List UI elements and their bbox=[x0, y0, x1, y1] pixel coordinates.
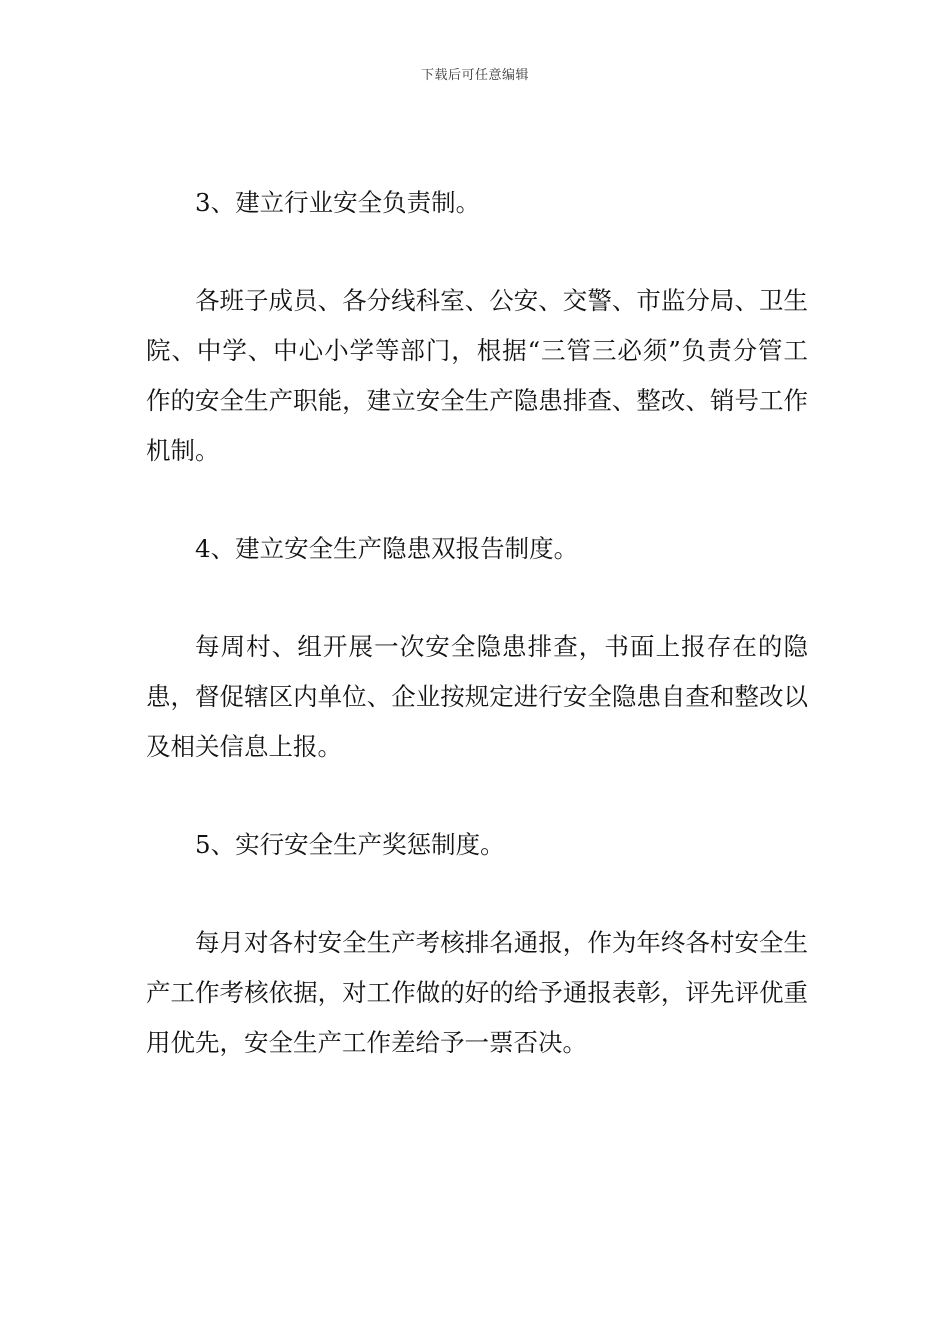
section-heading-4: 4、建立安全生产隐患双报告制度。 bbox=[195, 534, 579, 563]
section-body-5: 每月对各村安全生产考核排名通报，作为年终各村安全生产工作考核依据，对工作做的好的给予通报表彰，评先评优重用优先，安全生产工作差给予一票否决。 bbox=[146, 928, 808, 1057]
section-heading-3: 3、建立行业安全负责制。 bbox=[195, 188, 481, 217]
document-body bbox=[146, 178, 808, 1116]
section-body-4: 每周村、组开展一次安全隐患排查，书面上报存在的隐患，督促辖区内单位、企业按规定进行安全隐患自查和整改以及相关信息上报。 bbox=[146, 632, 808, 761]
page-header: 下载后可任意编辑 bbox=[420, 68, 529, 83]
section-body-3: 各班子成员、各分线科室、公安、交警、市监分局、卫生院、中学、中心小学等部门，根据“三管三必须”负责分管工作的安全生产职能，建立安全生产隐患排查、整改、销号工作机制。 bbox=[146, 286, 808, 465]
section-heading-5: 5、实行安全生产奖惩制度。 bbox=[195, 830, 505, 859]
